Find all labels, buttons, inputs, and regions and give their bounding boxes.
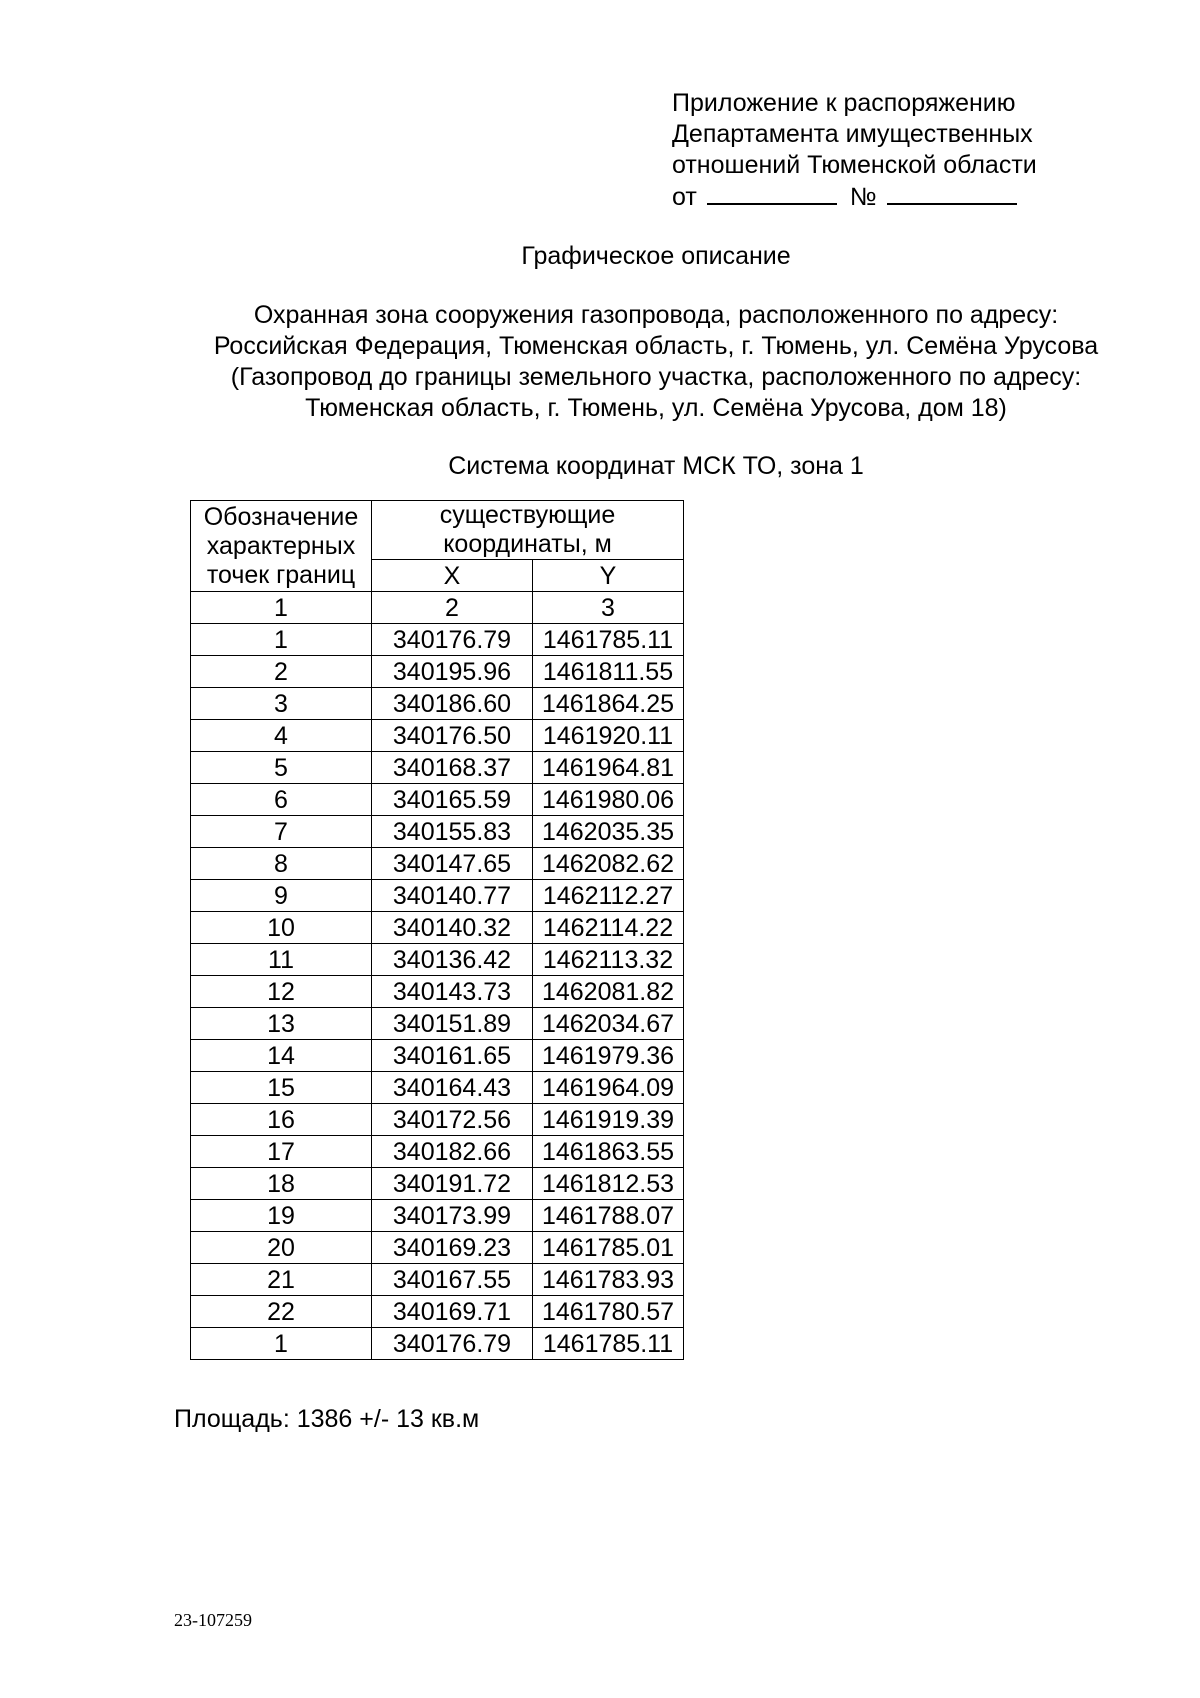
point-number-cell: 5 [191,752,372,784]
point-number-cell: 22 [191,1296,372,1328]
header-coords-text: существующие координаты, м [439,501,616,558]
x-coordinate-cell: 340172.56 [372,1104,533,1136]
description-line-3: (Газопровод до границы земельного участка, расположенного по адресу: [230,363,1082,391]
x-coordinate-cell: 340168.37 [372,752,533,784]
x-coordinate-cell: 340167.55 [372,1264,533,1296]
y-coordinate-cell: 1461785.11 [533,624,684,656]
table-row [191,720,684,752]
y-coordinate-cell: 1461863.55 [533,1136,684,1168]
document-title: Графическое описание [521,242,791,270]
x-coordinate-cell: 340140.77 [372,880,533,912]
table-header-row [191,501,684,560]
point-number-cell: 17 [191,1136,372,1168]
y-coordinate-cell: 1461811.55 [533,656,684,688]
table-row [191,944,684,976]
col-number-1: 1 [191,592,372,624]
table-row [191,1072,684,1104]
y-coordinate-cell: 1461964.81 [533,752,684,784]
x-coordinate-cell: 340176.50 [372,720,533,752]
y-coordinate-cell: 1461785.01 [533,1232,684,1264]
point-number-cell: 20 [191,1232,372,1264]
header-y: Y [533,560,684,592]
area-text: Площадь: 1386 +/- 13 кв.м [174,1405,480,1433]
point-number-cell: 1 [191,624,372,656]
coordinate-system: Система координат МСК ТО, зона 1 [448,452,864,480]
y-coordinate-cell: 1461788.07 [533,1200,684,1232]
table-row [191,1008,684,1040]
table-row [191,848,684,880]
y-coordinate-cell: 1462112.27 [533,880,684,912]
table-row [191,1040,684,1072]
appendix-line-3: отношений Тюменской области [672,151,1037,179]
x-coordinate-cell: 340191.72 [372,1168,533,1200]
point-number-cell: 19 [191,1200,372,1232]
point-number-cell: 11 [191,944,372,976]
table-row [191,1200,684,1232]
y-coordinate-cell: 1462113.32 [533,944,684,976]
object-description [0,300,1200,424]
appendix-date-number-line [672,181,1037,213]
x-coordinate-cell: 340155.83 [372,816,533,848]
y-coordinate-cell: 1462035.35 [533,816,684,848]
col-number-2: 2 [372,592,533,624]
x-coordinate-cell: 340165.59 [372,784,533,816]
x-coordinate-cell: 340173.99 [372,1200,533,1232]
table-row [191,1104,684,1136]
table-row [191,880,684,912]
point-number-cell: 21 [191,1264,372,1296]
x-coordinate-cell: 340176.79 [372,624,533,656]
number-blank [887,181,1017,205]
table-row [191,816,684,848]
y-coordinate-cell: 1461785.11 [533,1328,684,1360]
header-coords [372,501,684,560]
y-coordinate-cell: 1462082.62 [533,848,684,880]
coordinates-table [190,500,684,1360]
x-coordinate-cell: 340169.71 [372,1296,533,1328]
x-coordinate-cell: 340186.60 [372,688,533,720]
point-number-cell: 6 [191,784,372,816]
point-number-cell: 8 [191,848,372,880]
y-coordinate-cell: 1461864.25 [533,688,684,720]
table-row [191,688,684,720]
y-coordinate-cell: 1461980.06 [533,784,684,816]
x-coordinate-cell: 340136.42 [372,944,533,976]
x-coordinate-cell: 340151.89 [372,1008,533,1040]
point-number-cell: 2 [191,656,372,688]
table-row [191,1328,684,1360]
table-row [191,656,684,688]
header-x: X [372,560,533,592]
point-number-cell: 1 [191,1328,372,1360]
x-coordinate-cell: 340140.32 [372,912,533,944]
col-number-3: 3 [533,592,684,624]
x-coordinate-cell: 340182.66 [372,1136,533,1168]
y-coordinate-cell: 1462081.82 [533,976,684,1008]
table-row [191,1232,684,1264]
point-number-cell: 3 [191,688,372,720]
y-coordinate-cell: 1461812.53 [533,1168,684,1200]
table-row [191,752,684,784]
x-coordinate-cell: 340176.79 [372,1328,533,1360]
x-coordinate-cell: 340161.65 [372,1040,533,1072]
point-number-cell: 13 [191,1008,372,1040]
from-label: от [672,183,697,211]
point-number-cell: 16 [191,1104,372,1136]
point-number-cell: 10 [191,912,372,944]
point-number-cell: 7 [191,816,372,848]
y-coordinate-cell: 1461780.57 [533,1296,684,1328]
point-number-cell: 9 [191,880,372,912]
x-coordinate-cell: 340164.43 [372,1072,533,1104]
number-label: № [849,183,877,211]
point-number-cell: 14 [191,1040,372,1072]
table-col-numbers-row [191,592,684,624]
point-number-cell: 18 [191,1168,372,1200]
point-number-cell: 15 [191,1072,372,1104]
appendix-line-1: Приложение к распоряжению [672,89,1016,117]
table-row [191,1136,684,1168]
y-coordinate-cell: 1462114.22 [533,912,684,944]
description-line-4: Тюменская область, г. Тюмень, ул. Семёна Урусова, дом 18) [305,394,1007,422]
y-coordinate-cell: 1461979.36 [533,1040,684,1072]
table-row [191,1296,684,1328]
header-points [191,501,372,592]
description-line-2: Российская Федерация, Тюменская область, г. Тюмень, ул. Семёна Урусова [213,332,1099,360]
y-coordinate-cell: 1461964.09 [533,1072,684,1104]
y-coordinate-cell: 1461783.93 [533,1264,684,1296]
table-row [191,976,684,1008]
x-coordinate-cell: 340195.96 [372,656,533,688]
y-coordinate-cell: 1462034.67 [533,1008,684,1040]
header-points-text: Обозначение характерных точек границ [203,502,359,589]
x-coordinate-cell: 340147.65 [372,848,533,880]
table-row [191,784,684,816]
y-coordinate-cell: 1461920.11 [533,720,684,752]
point-number-cell: 4 [191,720,372,752]
appendix-header [672,88,1037,213]
appendix-line-2: Департамента имущественных [672,120,1033,148]
table-row [191,624,684,656]
table-row [191,1168,684,1200]
date-blank [707,181,837,205]
description-line-1: Охранная зона сооружения газопровода, расположенного по адресу: [253,301,1059,329]
table-row [191,1264,684,1296]
x-coordinate-cell: 340143.73 [372,976,533,1008]
document-number: 23-107259 [174,1610,252,1630]
y-coordinate-cell: 1461919.39 [533,1104,684,1136]
table-row [191,912,684,944]
x-coordinate-cell: 340169.23 [372,1232,533,1264]
point-number-cell: 12 [191,976,372,1008]
